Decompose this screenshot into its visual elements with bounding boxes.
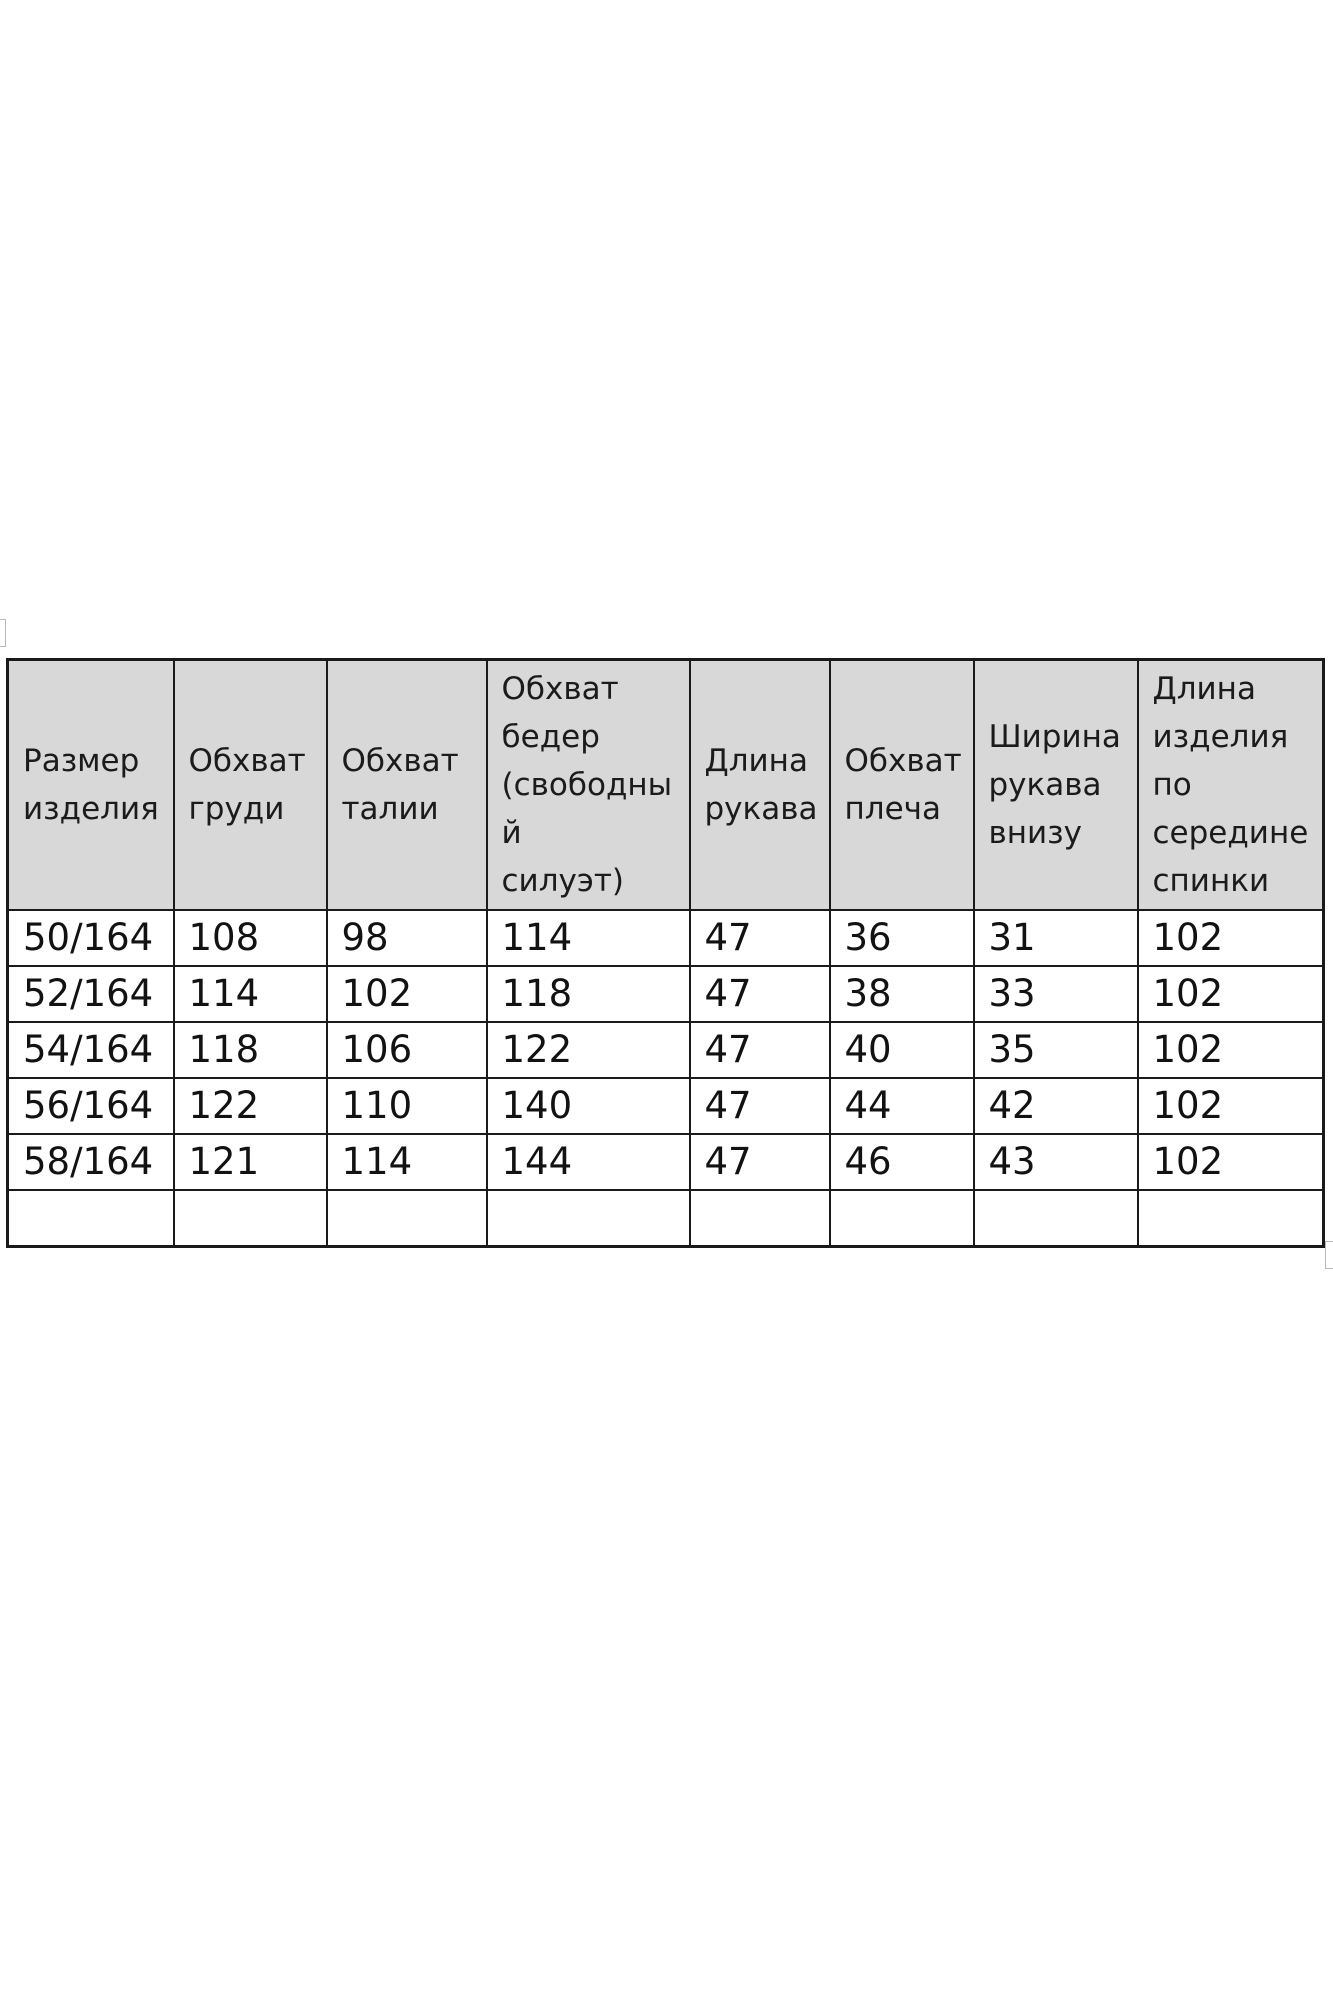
cell-sleeve-length: 47: [690, 966, 830, 1022]
cell-shoulder: 36: [830, 910, 974, 966]
cell-shoulder: 46: [830, 1134, 974, 1190]
cell-chest: 122: [174, 1078, 327, 1134]
table-row: [8, 1078, 1324, 1134]
cell-empty: [487, 1190, 690, 1246]
table-header-row: [8, 660, 1324, 911]
cell-chest: 114: [174, 966, 327, 1022]
cell-empty: [327, 1190, 487, 1246]
header-shoulder: Обхват плеча: [830, 660, 974, 911]
cell-empty: [1138, 1190, 1324, 1246]
cell-sleeve-width: 31: [974, 910, 1138, 966]
header-sleeve-length: Длина рукава: [690, 660, 830, 911]
cell-shoulder: 38: [830, 966, 974, 1022]
cell-back-length: 102: [1138, 910, 1324, 966]
cell-sleeve-width: 42: [974, 1078, 1138, 1134]
cell-chest: 118: [174, 1022, 327, 1078]
cell-waist: 110: [327, 1078, 487, 1134]
cell-waist: 106: [327, 1022, 487, 1078]
cell-sleeve-width: 35: [974, 1022, 1138, 1078]
table-row: [8, 966, 1324, 1022]
cell-size: 52/164: [8, 966, 174, 1022]
cell-size: 50/164: [8, 910, 174, 966]
header-waist: Обхват талии: [327, 660, 487, 911]
cell-hips: 122: [487, 1022, 690, 1078]
table-row: [8, 1134, 1324, 1190]
cell-size: 54/164: [8, 1022, 174, 1078]
cell-sleeve-width: 43: [974, 1134, 1138, 1190]
cell-empty: [830, 1190, 974, 1246]
table-row: [8, 910, 1324, 966]
cell-waist: 114: [327, 1134, 487, 1190]
cell-empty: [8, 1190, 174, 1246]
cell-hips: 114: [487, 910, 690, 966]
cell-empty: [974, 1190, 1138, 1246]
cell-back-length: 102: [1138, 1134, 1324, 1190]
cell-sleeve-length: 47: [690, 1022, 830, 1078]
cell-back-length: 102: [1138, 1022, 1324, 1078]
header-chest: Обхват груди: [174, 660, 327, 911]
table-row: [8, 1022, 1324, 1078]
cell-back-length: 102: [1138, 1078, 1324, 1134]
cell-waist: 98: [327, 910, 487, 966]
cell-waist: 102: [327, 966, 487, 1022]
table-resize-mark: [1325, 1241, 1333, 1269]
cell-empty: [690, 1190, 830, 1246]
header-size: Размер изделия: [8, 660, 174, 911]
cell-sleeve-length: 47: [690, 910, 830, 966]
header-sleeve-width: Ширина рукава внизу: [974, 660, 1138, 911]
cell-chest: 121: [174, 1134, 327, 1190]
cell-sleeve-width: 33: [974, 966, 1138, 1022]
cell-shoulder: 44: [830, 1078, 974, 1134]
cell-chest: 108: [174, 910, 327, 966]
cell-hips: 118: [487, 966, 690, 1022]
cell-empty: [174, 1190, 327, 1246]
table-row-empty: [8, 1190, 1324, 1246]
header-back-length: Длина изделия по середине спинки: [1138, 660, 1324, 911]
cell-shoulder: 40: [830, 1022, 974, 1078]
header-hips: Обхват бедер (свободный силуэт): [487, 660, 690, 911]
cell-hips: 144: [487, 1134, 690, 1190]
table-anchor-mark: [0, 619, 6, 647]
cell-hips: 140: [487, 1078, 690, 1134]
cell-sleeve-length: 47: [690, 1134, 830, 1190]
cell-back-length: 102: [1138, 966, 1324, 1022]
size-chart-table: [6, 658, 1325, 1248]
cell-size: 56/164: [8, 1078, 174, 1134]
cell-size: 58/164: [8, 1134, 174, 1190]
cell-sleeve-length: 47: [690, 1078, 830, 1134]
